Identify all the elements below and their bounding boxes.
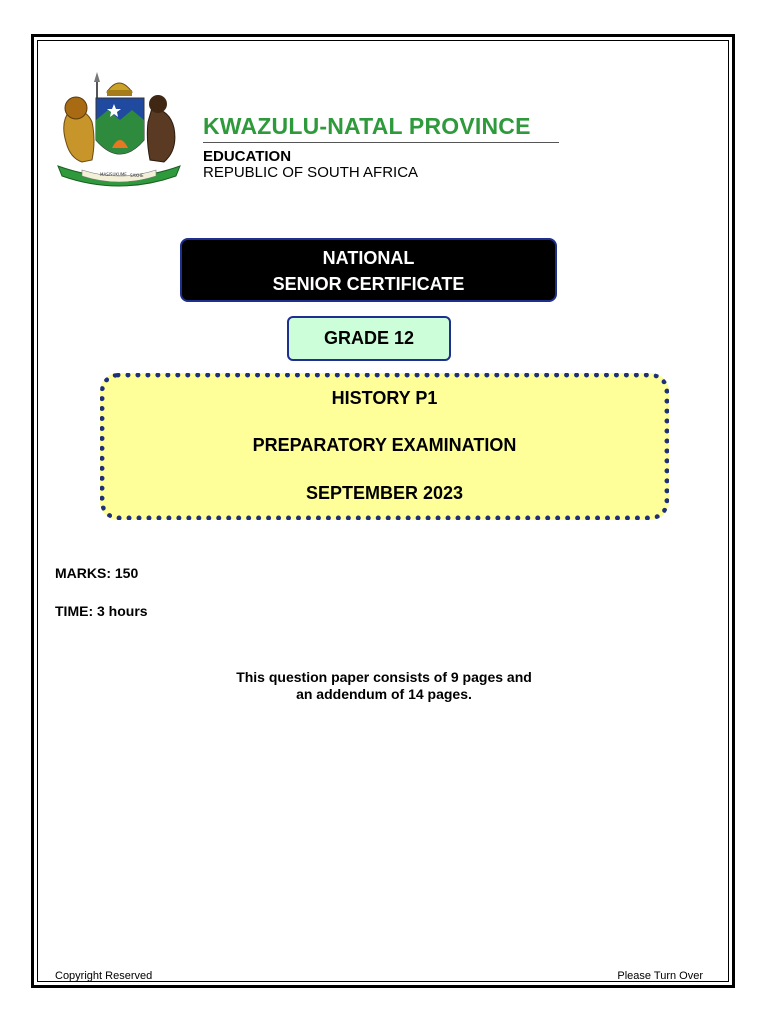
footer-copyright: Copyright Reserved: [55, 970, 153, 982]
motto-left: MASISUKUME: [100, 172, 127, 177]
pages-note-line-1: This question paper consists of 9 pages and: [236, 669, 532, 685]
subject-title: HISTORY P1: [331, 388, 438, 408]
pages-note-line-2: an addendum of 14 pages.: [296, 686, 472, 702]
certificate-line-1: NATIONAL: [322, 248, 415, 268]
grade-badge: GRADE 12: [287, 316, 451, 361]
header-divider: [203, 142, 559, 143]
footer-turn-over: Please Turn Over: [617, 970, 703, 982]
province-title: KWAZULU-NATAL PROVINCE: [203, 113, 531, 139]
department-name: EDUCATION: [203, 148, 292, 165]
certificate-line-2: SENIOR CERTIFICATE: [272, 274, 465, 294]
certificate-box: [180, 238, 557, 302]
country-name: REPUBLIC OF SOUTH AFRICA: [203, 164, 419, 181]
exam-title: PREPARATORY EXAMINATION: [252, 435, 517, 455]
exam-date: SEPTEMBER 2023: [305, 483, 464, 503]
motto-right: SAKHE: [130, 173, 144, 178]
marks-label: MARKS: 150: [55, 565, 139, 581]
coat-of-arms-icon: [52, 70, 187, 195]
subject-box: [100, 373, 669, 520]
time-label: TIME: 3 hours: [55, 603, 148, 619]
